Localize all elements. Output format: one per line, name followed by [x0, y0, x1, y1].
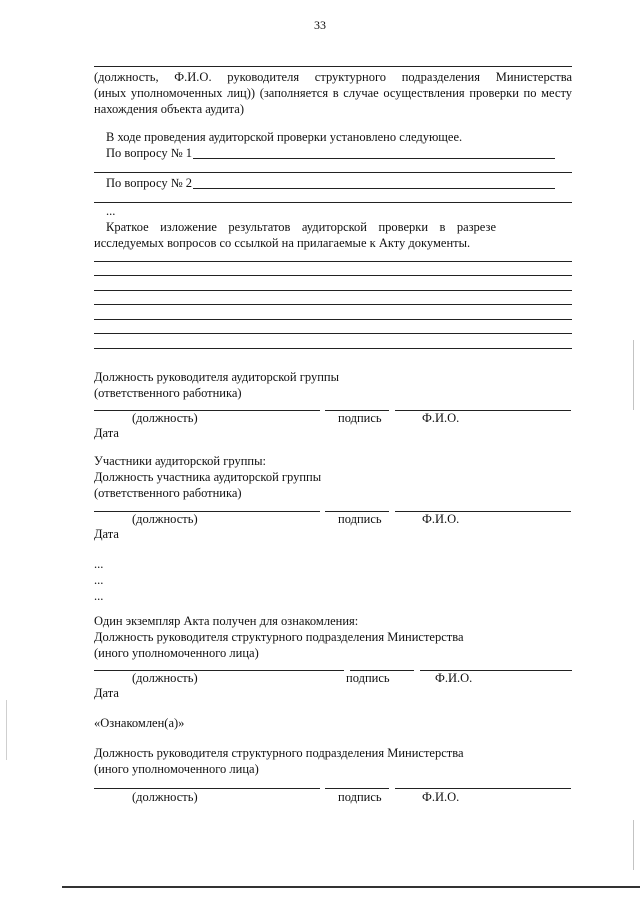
- participants-ellipsis: ...: [94, 589, 104, 603]
- intro-line-1: (должность, Ф.И.О. руководителя структурного подразделения Министерства: [94, 70, 572, 84]
- participants-ellipsis: ...: [94, 557, 104, 571]
- head-title-2: (ответственного работника): [94, 386, 242, 400]
- blank-line: [94, 172, 572, 173]
- position-line: [94, 788, 320, 789]
- name-label: Ф.И.О.: [422, 512, 460, 526]
- scan-edge-mark: [6, 700, 7, 760]
- blank-line: [94, 290, 572, 291]
- signature-label: подпись: [346, 671, 390, 685]
- copy-received-title: Один экземпляр Акта получен для ознакомления:: [94, 614, 359, 628]
- signature-label: подпись: [338, 790, 382, 804]
- blank-line: [94, 319, 572, 320]
- position-label: (должность): [132, 790, 198, 804]
- participants-title: Участники аудиторской группы:: [94, 454, 266, 468]
- question-1-label: По вопросу № 1: [106, 146, 193, 160]
- blank-line: [94, 275, 572, 276]
- blank-line: [94, 333, 572, 334]
- blank-line: [94, 348, 572, 349]
- blank-line: [94, 261, 572, 262]
- final-title-1: Должность руководителя структурного подразделения Министерства: [94, 746, 464, 760]
- intro-line-3: нахождения объекта аудита): [94, 102, 245, 116]
- position-label: (должность): [132, 411, 198, 425]
- blank-line: [94, 304, 572, 305]
- name-label: Ф.И.О.: [422, 790, 460, 804]
- scan-edge-bar: [62, 886, 640, 888]
- participants-subtitle-2: (ответственного работника): [94, 486, 242, 500]
- position-line: [94, 410, 320, 411]
- name-label: Ф.И.О.: [435, 671, 473, 685]
- blank-line: [94, 202, 572, 203]
- copy-received-subtitle-2: (иного уполномоченного лица): [94, 646, 259, 660]
- acknowledged-label: «Ознакомлен(а)»: [94, 716, 185, 730]
- position-label: (должность): [132, 671, 198, 685]
- participants-subtitle-1: Должность участника аудиторской группы: [94, 470, 322, 484]
- head-title-1: Должность руководителя аудиторской группы: [94, 370, 339, 384]
- signature-label: подпись: [338, 411, 382, 425]
- blank-line: [94, 66, 572, 67]
- scan-edge-mark: [633, 340, 634, 410]
- date-label: Дата: [94, 527, 119, 541]
- position-label: (должность): [132, 512, 198, 526]
- findings-ellipsis: ...: [106, 204, 116, 218]
- findings-statement: В ходе проведения аудиторской проверки установлено следующее.: [106, 130, 463, 144]
- final-title-2: (иного уполномоченного лица): [94, 762, 259, 776]
- signature-label: подпись: [338, 512, 382, 526]
- page-number: 33: [314, 18, 326, 32]
- name-label: Ф.И.О.: [422, 411, 460, 425]
- question-2-label: По вопросу № 2: [106, 176, 193, 190]
- date-label: Дата: [94, 426, 119, 440]
- blank-line: [193, 158, 555, 159]
- intro-line-2: (иных уполномоченных лиц)) (заполняется в случае осуществления проверки по месту: [94, 86, 572, 100]
- position-line: [94, 511, 320, 512]
- scan-edge-mark: [633, 820, 634, 870]
- copy-received-subtitle-1: Должность руководителя структурного подразделения Министерства: [94, 630, 464, 644]
- name-line: [395, 788, 571, 789]
- blank-line: [193, 188, 555, 189]
- participants-ellipsis: ...: [94, 573, 104, 587]
- summary-line-1: Краткое изложение результатов аудиторской проверки в разрезе: [106, 220, 496, 234]
- date-label: Дата: [94, 686, 119, 700]
- signature-line: [325, 788, 389, 789]
- summary-line-2: исследуемых вопросов со ссылкой на прилагаемые к Акту документы.: [94, 236, 471, 250]
